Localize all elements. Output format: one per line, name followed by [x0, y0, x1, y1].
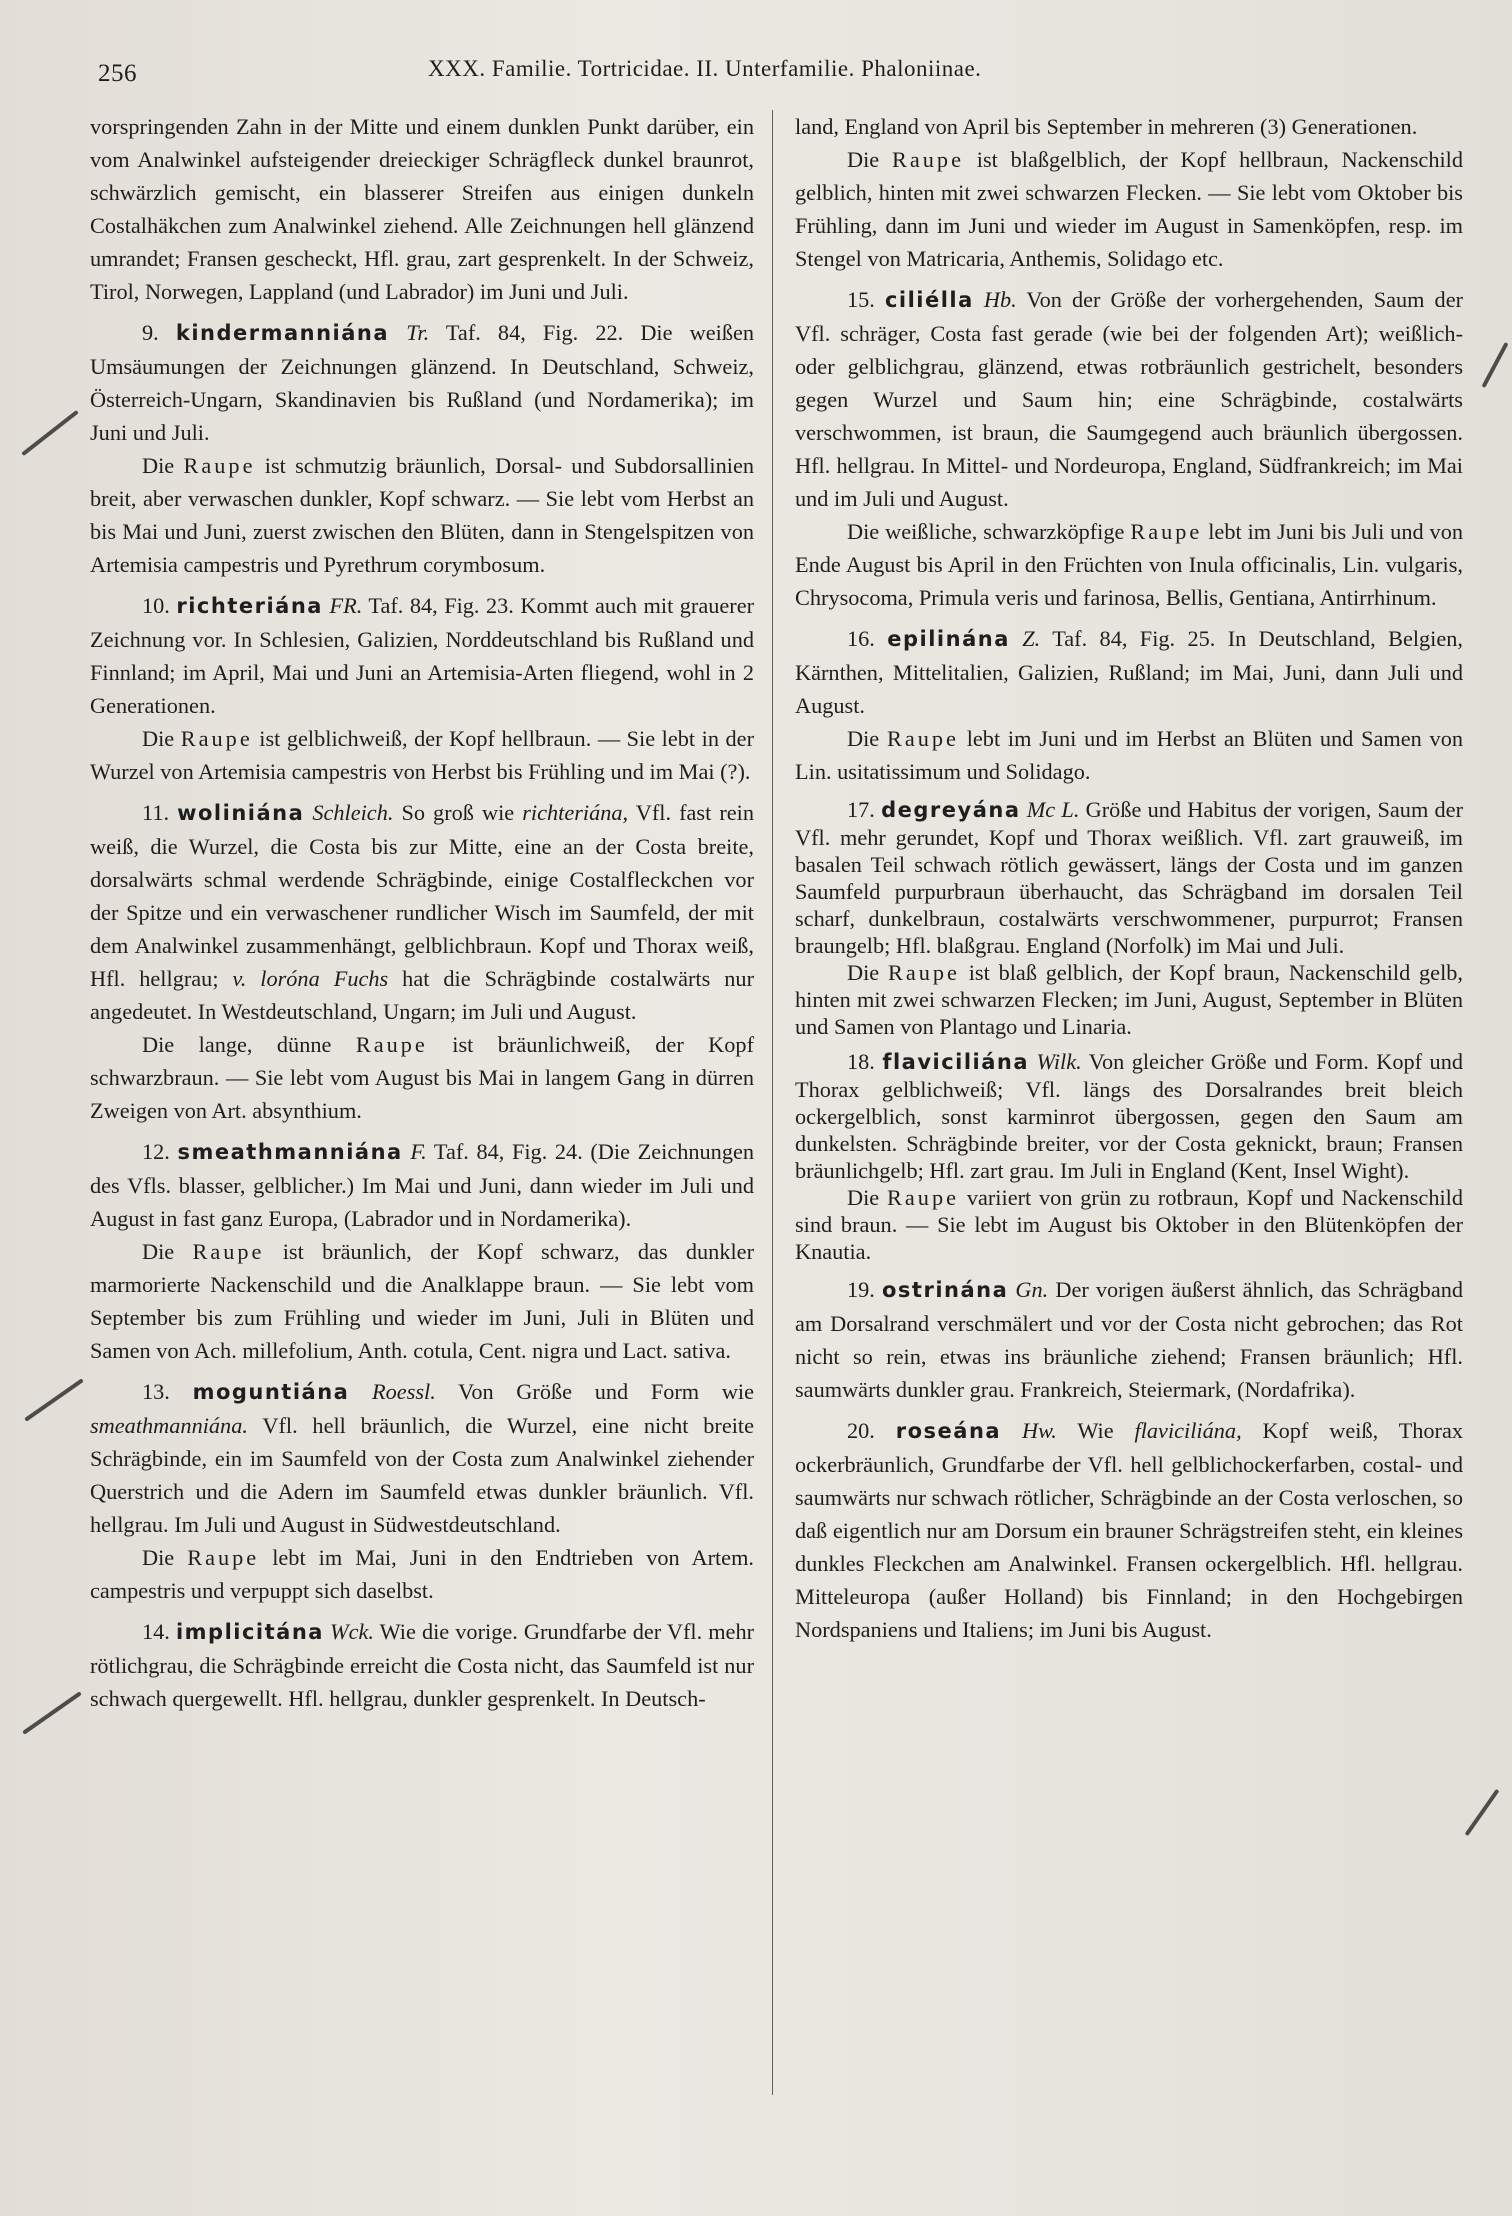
page-number: 256: [98, 60, 137, 87]
species-name: richteriána: [176, 594, 323, 618]
margin-pencil-mark: [21, 410, 79, 456]
species-name: smeathmanniána: [177, 1140, 403, 1164]
margin-pencil-mark: [1465, 1789, 1500, 1836]
species-name: degreyána: [881, 798, 1021, 822]
species-author: FR.: [329, 593, 363, 618]
larva-description: Die Raupe lebt im Mai, Juni in den Endtrieben von Artem. campestris und verpuppt sich daselbst.: [90, 1545, 754, 1603]
species-description: 14. implicitána Wck. Wie die vorige. Grundfarbe der Vfl. mehr rötlichgrau, die Schrägbinde erreicht die Costa nicht, das Saumfeld ist nur schwach quergewellt. Hfl. hellgrau, dunkler gesprenkelt. In Deutsch-: [90, 1619, 755, 1711]
species-entry-11: [90, 796, 754, 1127]
larva-description: Die weißliche, schwarzköpfige Raupe lebt im Juni bis Juli und von Ende August bis April in den Früchten von Inula officinalis, Lin. vulgaris, Chrysocoma, Primula veris und farinosa, Bellis, Gentiana, Antirrhinum.: [795, 519, 1463, 610]
species-author: Wck.: [330, 1619, 374, 1644]
margin-pencil-mark: [22, 1691, 82, 1734]
species-entry-16: [795, 622, 1463, 788]
species-description: 20. roseána Hw. Wie flaviciliána, Kopf weiß, Thorax ockerbräunlich, Grundfarbe der Vfl. hell gelblichockerfarben, costal- und saumwärts nur schwach rötlicher, Schrägbinde an der Costa verloschen, so daß eigentlich nur am Dorsum ein brauner Schrägstreifen steht, ein kleines dunkles Fleckchen am Analwinkel. Fransen ockergelblich. Hfl. hellgrau. Mitteleuropa (außer Holland) bis Finnland; in den Hochgebirgen Nordspaniens und Italiens; im Juni bis August.: [795, 1418, 1464, 1642]
larva-description: Die Raupe lebt im Juni und im Herbst an Blüten und Samen von Lin. usitatissimum und Solidago.: [795, 726, 1463, 784]
species-author: Wilk.: [1036, 1049, 1082, 1074]
larva-description: Die Raupe ist blaßgelblich, der Kopf hellbraun, Nackenschild gelblich, hinten mit zwei schwarzen Flecken. — Sie lebt vom Oktober bis Frühling, dann im Juni und wieder im August in Samenköpfen, resp. im Stengel von Matricaria, Anthemis, Solidago etc.: [795, 147, 1463, 271]
species-entry-18: [795, 1048, 1463, 1265]
species-entry-20: [795, 1414, 1463, 1646]
left-column: [90, 110, 754, 1715]
species-author: Hb.: [983, 287, 1017, 312]
larva-description: Die Raupe ist bräunlich, der Kopf schwarz, das dunkler marmorierte Nackenschild und die Analklappe braun. — Sie lebt vom September bis zum Frühling und wieder im Juni, Juli in Blüten und Samen von Ach. millefolium, Anth. cotula, Cent. nigra und Lact. sativa.: [90, 1239, 754, 1363]
species-name: roseána: [895, 1419, 1002, 1443]
species-author: Schleich.: [312, 800, 394, 825]
species-name: moguntiána: [192, 1380, 350, 1404]
species-description: 17. degreyána Mc L. Größe und Habitus der vorigen, Saum der Vfl. mehr gerundet, Kopf und Thorax weißlich. Vfl. zart grauweiß, im basalen Teil schwach rötlich gewässert, längs der Costa und im ganzen Saumfeld purpurbraun überhaucht, das Schrägband im dorsalen Teil scharf, dunkelbraun, costalwärts verschwommener, purpurrot; Fransen braungelb; Hfl. blaßgrau. England (Norfolk) im Mai und Juli.: [795, 797, 1463, 958]
species-description: 15. ciliélla Hb. Von der Größe der vorhergehenden, Saum der Vfl. schräger, Costa fast gerade (wie bei der folgenden Art); weißlich- oder gelblichgrau, glänzend, etwas rotbräunlich gestrichelt, besonders gegen Wurzel und Saum hin; eine Schrägbinde, costalwärts verschwommen, ist braun, die Saumgegend auch bräunlich übergossen. Hfl. hellgrau. In Mittel- und Nordeuropa, England, Südfrankreich; im Mai und im Juli und August.: [795, 287, 1464, 511]
species-description: 11. woliniána Schleich. So groß wie richteriána, Vfl. fast rein weiß, die Wurzel, die Costa bis zur Mitte, eine an der Costa breite, dorsalwärts schmal werdende Schrägbinde, einige Costalfleckchen vor der Spitze und ein verwaschener rundlicher Wisch im Saumfeld, der mit dem Analwinkel zusammenhängt, gelblichbraun. Kopf und Thorax weiß, Hfl. hellgrau; v. loróna Fuchs hat die Schrägbinde costalwärts nur angedeutet. In Westdeutschland, Ungarn; im Juli und August.: [90, 800, 755, 1024]
running-head: XXX. Familie. Tortricidae. II. Unterfamilie. Phaloniinae.: [428, 56, 982, 81]
species-name: ostrinána: [882, 1278, 1009, 1302]
larva-description: Die Raupe ist blaß gelblich, der Kopf braun, Nackenschild gelb, hinten mit zwei schwarzen Flecken; im Juni, August, September in Blüten und Samen von Plantago und Linaria.: [795, 960, 1463, 1039]
species-name: kindermanniána: [175, 321, 390, 345]
species-author: Tr.: [406, 320, 430, 345]
species-name: ciliélla: [884, 288, 974, 312]
right-column: [795, 110, 1463, 1646]
species-author: F.: [410, 1139, 427, 1164]
species-name: implicitána: [175, 1620, 324, 1644]
right-intro-paragraph: land, England von April bis September in mehreren (3) Generationen.: [795, 114, 1418, 139]
species-description: 16. epilinána Z. Taf. 84, Fig. 25. In Deutschland, Belgien, Kärnthen, Mittelitalien, Galizien, Rußland; im Mai, Juni, dann Juli und August.: [795, 626, 1463, 718]
page-header: [98, 52, 1138, 92]
species-entry-12: [90, 1135, 754, 1367]
species-entry-15: [795, 283, 1463, 614]
left-intro-paragraph: vorspringenden Zahn in der Mitte und einem dunklen Punkt darüber, ein vom Analwinkel aufsteigender dreieckiger Schrägfleck dunkel braunrot, schwärzlich gemischt, ein blasserer Streifen aus einigen dunkeln Costalhäkchen zum Analwinkel ziehend. Alle Zeichnungen hell glänzend umrandet; Fransen gescheckt, Hfl. grau, zart gesprenkelt. In der Schweiz, Tirol, Norwegen, Lappland (und Labrador) im Juni und Juli.: [90, 114, 754, 304]
species-entry-17: [795, 796, 1463, 1040]
species-author: Mc L.: [1026, 797, 1080, 822]
species-name: epilinána: [887, 627, 1010, 651]
species-description: 18. flaviciliána Wilk. Von gleicher Größe und Form. Kopf und Thorax gelblichweiß; Vfl. längs des Dorsalrandes breit bleich ockergelblich, sonst karminrot übergossen, gegen den Saum am dunkelsten. Schrägbinde breiter, vor der Costa geknickt, braun; Fransen bräunlichgelb; Hfl. zart grau. Im Juli in England (Kent, Insel Wight).: [795, 1049, 1463, 1183]
species-entry-10: [90, 589, 754, 788]
larva-description: Die lange, dünne Raupe ist bräunlichweiß, der Kopf schwarzbraun. — Sie lebt vom August bis Mai in langem Gang in dürren Zweigen von Art. absynthium.: [90, 1032, 755, 1123]
species-entry-19: [795, 1273, 1463, 1406]
species-author: Hw.: [1021, 1418, 1057, 1443]
species-description: 12. smeathmanniána F. Taf. 84, Fig. 24. (Die Zeichnungen des Vfls. blasser, gelblicher.) Im Mai und Juni, dann wieder im Juli und August in fast ganz Europa, (Labrador und in Nordamerika).: [90, 1139, 755, 1231]
species-name: flaviciliána: [882, 1050, 1030, 1074]
species-description: 19. ostrinána Gn. Der vorigen äußerst ähnlich, das Schrägband am Dorsalrand verschmälert und vor der Costa nicht gebrochen; das Rot nicht so rein, etwas ins bräunliche ziehend; Fransen bräunlich; Hfl. saumwärts dunkler grau. Frankreich, Steiermark, (Nordafrika).: [795, 1277, 1464, 1402]
species-entry-9: [90, 316, 754, 581]
species-description: 13. moguntiána Roessl. Von Größe und Form wie smeathmanniána. Vfl. hell bräunlich, die Wurzel, eine nicht breite Schrägbinde, ein im Saumfeld von der Costa zum Analwinkel ziehender Querstrich und die Adern im Saumfeld etwas dunkler bräunlich. Vfl. hellgrau. Im Juli und August in Südwestdeutschland.: [90, 1379, 755, 1537]
species-name: woliniána: [177, 801, 305, 825]
species-author: Z.: [1022, 626, 1041, 651]
species-author: Roessl.: [372, 1379, 436, 1404]
species-description: 10. richteriána FR. Taf. 84, Fig. 23. Kommt auch mit grauerer Zeichnung vor. In Schlesien, Galizien, Norddeutschland bis Rußland und Finnland; im April, Mai und Juni an Artemisia-Arten fliegend, wohl in 2 Generationen.: [90, 593, 755, 718]
species-author: Gn.: [1015, 1277, 1049, 1302]
larva-description: Die Raupe ist gelblichweiß, der Kopf hellbraun. — Sie lebt in der Wurzel von Artemisia campestris von Herbst bis Frühling und im Mai (?).: [90, 726, 754, 784]
larva-description: Die Raupe ist schmutzig bräunlich, Dorsal- und Subdorsallinien breit, aber verwaschen dunkler, Kopf schwarz. — Sie lebt vom Herbst an bis Mai und Juni, zuerst zwischen den Blüten, dann in Stengelspitzen von Artemisia campestris und Pyrethrum corymbosum.: [90, 453, 754, 577]
margin-pencil-mark: [24, 1378, 84, 1421]
margin-pencil-mark: [1481, 342, 1508, 388]
species-entry-14: [90, 1615, 754, 1715]
column-divider: [772, 110, 773, 2095]
species-entry-13: [90, 1375, 754, 1607]
larva-description: Die Raupe variiert von grün zu rotbraun, Kopf und Nackenschild sind braun. — Sie lebt im August bis Oktober in den Blütenköpfen der Knautia.: [795, 1185, 1464, 1264]
species-description: 9. kindermanniána Tr. Taf. 84, Fig. 22. Die weißen Umsäumungen der Zeichnungen glänzend. In Deutschland, Schweiz, Österreich-Ungarn, Skandinavien bis Rußland (und Nordamerika); im Juni und Juli.: [90, 320, 755, 445]
